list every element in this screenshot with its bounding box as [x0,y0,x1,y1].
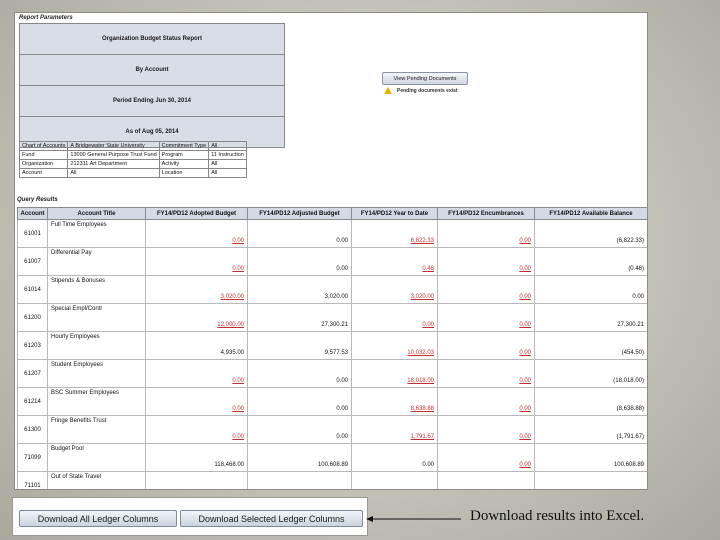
amount-link[interactable]: 3,020.00 [220,294,244,300]
amount-link[interactable]: 0.00 [519,406,531,412]
amount-cell [352,220,438,248]
table-row [18,416,648,444]
amount-cell [535,360,648,388]
column-header: FY14/PD12 Encumbrances [438,208,535,220]
amount-cell [146,220,248,248]
account-title-cell [48,472,146,491]
amount-link[interactable]: 0.00 [519,294,531,300]
amount-cell [535,220,648,248]
criteria-cell: 212311 Art Department [68,160,159,169]
pending-warning-text: Pending documents exist [397,87,458,94]
amount-cell [438,360,535,388]
amount-link[interactable]: 0.00 [232,238,244,244]
cell-value: 0.00 [336,378,348,384]
amount-link[interactable]: 0.00 [519,378,531,384]
amount-cell [248,304,352,332]
cell-value: Out of State Travel [51,474,102,480]
amount-cell [438,304,535,332]
amount-link[interactable]: 0.00 [232,406,244,412]
amount-cell [438,332,535,360]
cell-value: 0.00 [336,266,348,272]
criteria-cell: 11 Instruction [209,151,247,160]
amount-cell [535,248,648,276]
criteria-table [19,141,247,178]
view-pending-documents-button[interactable]: View Pending Documents [382,72,468,85]
amount-cell [146,276,248,304]
report-parameters-box [19,23,285,148]
amount-cell [248,388,352,416]
account-cell [18,388,48,416]
cell-value: Stipends & Bonuses [51,278,106,284]
amount-cell [352,360,438,388]
amount-cell [352,332,438,360]
amount-cell [535,416,648,444]
amount-cell [146,304,248,332]
table-header-row [18,208,648,220]
cell-value: 61207 [24,370,41,377]
amount-cell [248,248,352,276]
amount-link[interactable]: 0.00 [519,266,531,272]
cell-value: 0.00 [336,434,348,440]
column-header: FY14/PD12 Adopted Budget [146,208,248,220]
cell-value: 71101 [24,482,41,489]
cell-value: 61014 [24,286,41,293]
callout-arrow-icon [366,515,462,523]
account-cell [18,360,48,388]
criteria-cell: All [209,142,247,151]
cell-value: Full Time Employees [51,222,107,228]
cell-value: (454.50) [621,350,644,356]
cell-value: 27,300.21 [321,322,348,328]
cell-value: 0.00 [336,406,348,412]
account-cell [18,248,48,276]
criteria-cell: Account [20,169,68,178]
amount-cell [535,276,648,304]
cell-value: Hourly Employees [51,334,100,340]
criteria-row [20,160,247,169]
amount-cell [248,444,352,472]
cell-value: 61214 [24,398,41,405]
amount-link[interactable]: 8,638.88 [410,406,434,412]
criteria-row [20,142,247,151]
amount-cell [352,416,438,444]
report-grouping: By Account [20,55,284,86]
column-header: FY14/PD12 Adjusted Budget [248,208,352,220]
account-cell [18,304,48,332]
cell-value: 71099 [24,454,41,461]
account-cell [18,444,48,472]
amount-link[interactable]: 0.48 [422,266,434,272]
download-selected-ledger-columns-button[interactable]: Download Selected Ledger Columns [180,510,363,527]
amount-link[interactable]: 0.00 [232,434,244,440]
amount-cell [535,332,648,360]
column-header: FY14/PD12 Year to Date [352,208,438,220]
amount-link[interactable]: 6,822.33 [410,238,434,244]
amount-cell [146,248,248,276]
cell-value: 100,608.89 [317,462,348,468]
amount-link[interactable]: 0.00 [519,238,531,244]
cell-value: 118,468.00 [214,462,244,468]
amount-link[interactable]: 0.00 [422,322,434,328]
cell-value: 27,300.21 [617,322,644,328]
table-row [18,472,648,491]
amount-cell [248,416,352,444]
cell-value: 61001 [24,230,41,237]
amount-cell [352,444,438,472]
amount-cell [248,360,352,388]
table-row [18,304,648,332]
criteria-cell: All [209,169,247,178]
account-cell [18,472,48,491]
account-title-cell [48,304,146,332]
amount-cell [438,220,535,248]
amount-cell [146,388,248,416]
cell-value: 61300 [24,426,41,433]
caption-text: Download results into Excel. [470,508,645,524]
cell-value: Fringe Benefits Trust [51,418,107,424]
account-title-cell [48,360,146,388]
cell-value: (6,822.33) [616,238,644,244]
cell-value: Student Employees [51,362,104,368]
amount-cell [146,472,248,491]
account-title-cell [48,388,146,416]
amount-link[interactable]: 0.00 [519,434,531,440]
download-all-ledger-columns-button[interactable]: Download All Ledger Columns [19,510,177,527]
cell-value: 9,577.53 [324,350,348,356]
cell-value: Budget Pool [51,446,84,452]
criteria-cell: Program [159,151,209,160]
table-row [18,388,648,416]
cell-value: Special Empl/Contr [51,306,103,312]
cell-value: 0.00 [632,294,644,300]
amount-cell [248,332,352,360]
amount-cell [535,388,648,416]
account-cell [18,416,48,444]
amount-cell [438,388,535,416]
amount-cell [146,332,248,360]
amount-cell [352,388,438,416]
cell-value: 61007 [24,258,41,265]
criteria-row [20,151,247,160]
amount-link[interactable]: 0.00 [232,378,244,384]
amount-cell [352,472,438,491]
cell-value: 61203 [24,342,41,349]
account-cell [18,332,48,360]
report-as-of-date: As of Aug 05, 2014 [125,129,179,135]
criteria-cell: Location [159,169,209,178]
table-row [18,276,648,304]
amount-link[interactable]: 0.00 [519,462,531,468]
criteria-cell: All [209,160,247,169]
table-row [18,360,648,388]
cell-value: (0.48) [628,266,644,272]
query-results-table [17,207,648,490]
report-parameters-title: Report Parameters [19,15,73,21]
cell-value: (1,791.67) [616,434,644,440]
amount-cell [146,360,248,388]
criteria-cell: Fund [20,151,68,160]
criteria-cell: All [68,169,159,178]
cell-value: (8,638.88) [616,406,644,412]
amount-cell [248,276,352,304]
amount-cell [146,416,248,444]
cell-value: 100,608.89 [613,462,644,468]
amount-cell [535,304,648,332]
account-title-cell [48,276,146,304]
amount-link[interactable]: 0.00 [519,350,531,356]
table-row [18,220,648,248]
amount-cell [438,248,535,276]
account-title-cell [48,332,146,360]
report-screenshot [14,12,648,490]
amount-link[interactable]: 3,020.00 [410,294,434,300]
report-period: Period Ending Jun 30, 2014 [20,86,284,117]
amount-cell [438,444,535,472]
account-title-cell [48,220,146,248]
amount-link[interactable]: 10,032.03 [407,350,434,356]
pending-warning [384,87,458,94]
table-row [18,248,648,276]
account-title-cell [48,444,146,472]
amount-link[interactable]: 0.00 [232,266,244,272]
cell-value: (18,018.00) [613,378,644,384]
amount-cell [535,444,648,472]
cell-value: 4,935.00 [220,350,244,356]
cell-value: BSC Summer Employees [51,390,120,396]
table-row [18,332,648,360]
amount-cell [352,248,438,276]
amount-cell [248,220,352,248]
cell-value: 3,020.00 [324,294,348,300]
amount-cell [438,472,535,491]
column-header: Account Title [48,208,146,220]
cell-value: 61200 [24,314,41,321]
amount-cell [248,472,352,491]
cell-value: 0.00 [336,238,348,244]
amount-cell [352,304,438,332]
report-name: Organization Budget Status Report [20,24,284,55]
criteria-cell: Chart of Accounts [20,142,68,151]
cell-value: Differential Pay [51,250,92,256]
amount-link[interactable]: 12,000.00 [217,322,244,328]
amount-link[interactable]: 0.00 [519,322,531,328]
table-row [18,444,648,472]
account-cell [18,276,48,304]
criteria-cell: 13000 General Purpose Trust Fund [68,151,159,160]
amount-cell [438,416,535,444]
account-cell [18,220,48,248]
amount-cell [438,276,535,304]
account-title-cell [48,248,146,276]
amount-cell [146,444,248,472]
criteria-row [20,169,247,178]
amount-cell [535,472,648,491]
account-title-cell [48,416,146,444]
cell-value: 0.00 [422,462,434,468]
warning-icon [384,87,392,94]
criteria-cell: Commitment Type [159,142,209,151]
query-results-title: Query Results [17,197,58,203]
download-buttons-panel [12,497,368,536]
column-header: FY14/PD12 Available Balance [535,208,648,220]
criteria-cell: Organization [20,160,68,169]
amount-link[interactable]: 18,018.00 [407,378,434,384]
column-header: Account [18,208,48,220]
criteria-cell: A Bridgewater State University [68,142,159,151]
amount-cell [352,276,438,304]
amount-link[interactable]: 1,791.67 [410,434,434,440]
criteria-cell: Activity [159,160,209,169]
